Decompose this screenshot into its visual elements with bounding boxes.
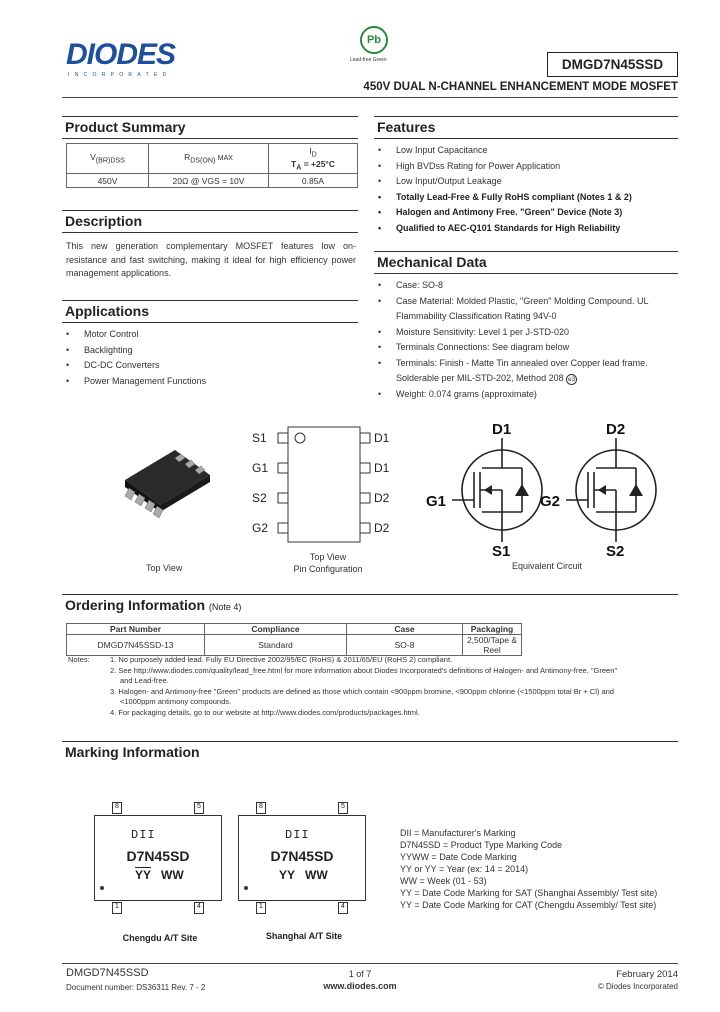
- circuit-label-d1: D1: [492, 421, 512, 438]
- list-item: • Case: SO-8: [374, 278, 678, 294]
- note-item: and Lead-free.: [120, 676, 169, 685]
- chengdu-caption: Chengdu A/T Site: [122, 933, 198, 943]
- pin-label: D2: [374, 491, 390, 505]
- date-code-yy: YY: [279, 868, 296, 882]
- pin-number: 5: [194, 802, 204, 814]
- pin-label: D1: [374, 431, 390, 445]
- list-item: • Power Management Functions: [62, 374, 358, 390]
- ordering-header: Compliance: [205, 624, 347, 635]
- product-summary-heading: Product Summary: [62, 116, 358, 139]
- circuit-label-d2: D2: [606, 421, 626, 438]
- date-code-ww: WW: [161, 868, 184, 882]
- pin-number: 4: [338, 902, 348, 914]
- list-item: • DC-DC Converters: [62, 358, 358, 374]
- pin-label: S1: [252, 431, 267, 445]
- lead-free-icon: Pb: [360, 26, 388, 54]
- ordering-header: Part Number: [67, 624, 205, 635]
- equivalent-circuit-diagram: [422, 418, 668, 560]
- note-item: 3. Halogen- and Antimony-free "Green" products are defined as those which contain <900ppm bromine, <900ppm chlorine (<1500ppm total Br + Cl) and: [110, 686, 614, 696]
- footer-rule: [62, 963, 678, 964]
- ordering-table: [66, 623, 522, 656]
- features-heading: Features: [374, 116, 678, 139]
- ordering-cell: DMGD7N45SSD-13: [67, 635, 205, 656]
- pin-number: 8: [256, 802, 266, 814]
- header-rule: [62, 97, 678, 98]
- summary-col-id: $I_D$ $T_A = +25^\circ C$: [269, 144, 358, 174]
- pin-number: 8: [112, 802, 122, 814]
- pin-label: G2: [252, 521, 269, 535]
- footer-page: 1 of 7: [348, 969, 372, 979]
- notes-label: Notes:: [68, 655, 90, 664]
- note-item: 4. For packaging details, go to our website at http://www.diodes.com/products/packages.html.: [110, 707, 420, 717]
- applications-heading: Applications: [62, 300, 358, 323]
- note-item: <1000ppm antimony compounds.: [120, 697, 232, 706]
- pin-number: 5: [338, 802, 348, 814]
- marking-heading: Marking Information: [62, 741, 678, 763]
- top-view-caption: Top View: [146, 563, 183, 573]
- notes-list: [110, 655, 678, 718]
- date-code-yy: $\overline{YY}$: [135, 868, 152, 882]
- manufacturer-logo: DII: [285, 828, 310, 842]
- list-item: • Weight: 0.074 grams (approximate): [374, 387, 678, 403]
- ordering-cell: 2,500/Tape & Reel: [463, 635, 522, 656]
- pin-configuration-diagram: [248, 425, 408, 545]
- list-item: • Moisture Sensitivity: Level 1 per J-STD-020: [374, 325, 678, 341]
- circuit-label-s2: S2: [606, 543, 625, 560]
- page-title: 450V DUAL N-CHANNEL ENHANCEMENT MODE MOSFET: [363, 81, 678, 93]
- list-item: • High BVDss Rating for Power Application: [374, 159, 678, 175]
- marking-package-shanghai: [238, 815, 366, 901]
- footer-copyright: © Diodes Incorporated: [597, 982, 678, 991]
- legend-item: YY = Date Code Marking for SAT (Shanghai Assembly/ Test site): [400, 888, 658, 898]
- list-item: • Low Input/Output Leakage: [374, 174, 678, 190]
- legend-item: DII = Manufacturer's Marking: [400, 828, 516, 838]
- ordering-header: Case: [347, 624, 463, 635]
- lead-free-label: Lead-free Green: [350, 57, 387, 63]
- footer-url[interactable]: www.diodes.com: [323, 981, 397, 991]
- pin-label: S2: [252, 491, 267, 505]
- list-item: • Totally Lead-Free & Fully RoHS compliant (Notes 1 & 2): [374, 190, 678, 206]
- footer-docnum: Document number: DS36311 Rev. 7 - 2: [66, 983, 206, 992]
- ordering-cell: Standard: [205, 635, 347, 656]
- legend-item: YY or YY = Year (ex: 14 = 2014): [400, 864, 529, 874]
- legend-item: D7N45SD = Product Type Marking Code: [400, 840, 563, 850]
- pin-label: G1: [252, 461, 269, 475]
- list-item: • Backlighting: [62, 343, 358, 359]
- description-text: This new generation complementary MOSFET features low on-resistance and fast switching, making it ideal for high efficiency power management applications.: [66, 241, 356, 278]
- list-item: • Qualified to AEC-Q101 Standards for High Reliability: [374, 221, 678, 237]
- mechanical-heading: Mechanical Data: [374, 251, 678, 274]
- circuit-label-g2: G2: [540, 493, 561, 510]
- description-heading: Description: [62, 210, 358, 233]
- part-number-box: DMGD7N45SSD: [547, 52, 678, 77]
- pin1-dot: [244, 886, 248, 890]
- pin-label: D1: [374, 461, 390, 475]
- pin-number: 4: [194, 902, 204, 914]
- legend-item: YYWW = Date Code Marking: [400, 852, 517, 862]
- product-summary-table: [66, 143, 358, 188]
- marking-code: D7N45SD: [270, 848, 334, 864]
- manufacturer-logo: DII: [131, 828, 156, 842]
- list-item: • Motor Control: [62, 327, 358, 343]
- so8-package-image: [115, 440, 225, 530]
- e3-icon: e3: [567, 376, 576, 383]
- pin-number: 1: [112, 902, 122, 914]
- pin-number: 1: [256, 902, 266, 914]
- note-item: 2. See http://www.diodes.com/quality/lead_free.html for more information about Diodes Incorporated's definitions of Halogen- and Antimony-free, "Green": [110, 665, 618, 675]
- list-item: • Halogen and Antimony Free. "Green" Device (Note 3): [374, 205, 678, 221]
- list-item: • Terminals Connections: See diagram below: [374, 340, 678, 356]
- ordering-heading: Ordering Information (Note 4): [62, 594, 678, 616]
- marking-legend: [400, 827, 678, 911]
- pin-config-caption: Top View Pin Configuration: [293, 552, 363, 574]
- applications-list: [62, 327, 358, 389]
- pin-label: D2: [374, 521, 390, 535]
- footer-part: DMGD7N45SSD: [66, 967, 149, 979]
- summary-cell: 20Ω @ VGS = 10V: [149, 174, 269, 188]
- list-item: • Low Input Capacitance: [374, 143, 678, 159]
- mechanical-list: [374, 278, 678, 402]
- summary-col-vbrdss: $V_{(BR)DSS}$: [67, 144, 149, 174]
- summary-cell: 0.85A: [269, 174, 358, 188]
- features-list: [374, 143, 678, 236]
- list-item: • Terminals: Finish - Matte Tin annealed over Copper lead frame. Solderable per MIL-STD-202, Method 208 e3: [374, 356, 678, 387]
- summary-cell: 450V: [67, 174, 149, 188]
- diodes-logo: DIODES: [66, 38, 176, 71]
- ordering-cell: SO-8: [347, 635, 463, 656]
- legend-item: YY = Date Code Marking for CAT (Chengdu Assembly/ Test site): [400, 900, 657, 910]
- diodes-logo-sub: INCORPORATED: [68, 72, 172, 78]
- marking-code: D7N45SD: [126, 848, 190, 864]
- note-item: 1. No purposely added lead. Fully EU Directive 2002/95/EC (RoHS) & 2011/65/EU (RoHS 2) compliant.: [110, 655, 453, 664]
- equiv-circuit-caption: Equivalent Circuit: [512, 561, 583, 571]
- shanghai-caption: Shanghai A/T Site: [265, 931, 343, 941]
- date-code-ww: WW: [305, 868, 328, 882]
- marking-package-chengdu: [94, 815, 222, 901]
- footer-date: February 2014: [616, 969, 678, 980]
- circuit-label-s1: S1: [492, 543, 511, 560]
- summary-col-rdson: $R_{DS(ON)}$ MAX: [149, 144, 269, 174]
- legend-item: WW = Week (01 - 53): [400, 876, 487, 886]
- ordering-header: Packaging: [463, 624, 522, 635]
- list-item: • Case Material: Molded Plastic, "Green" Molding Compound. UL Flammability Classification Rating 94V-0: [374, 294, 678, 325]
- circuit-label-g1: G1: [426, 493, 447, 510]
- pin1-dot: [100, 886, 104, 890]
